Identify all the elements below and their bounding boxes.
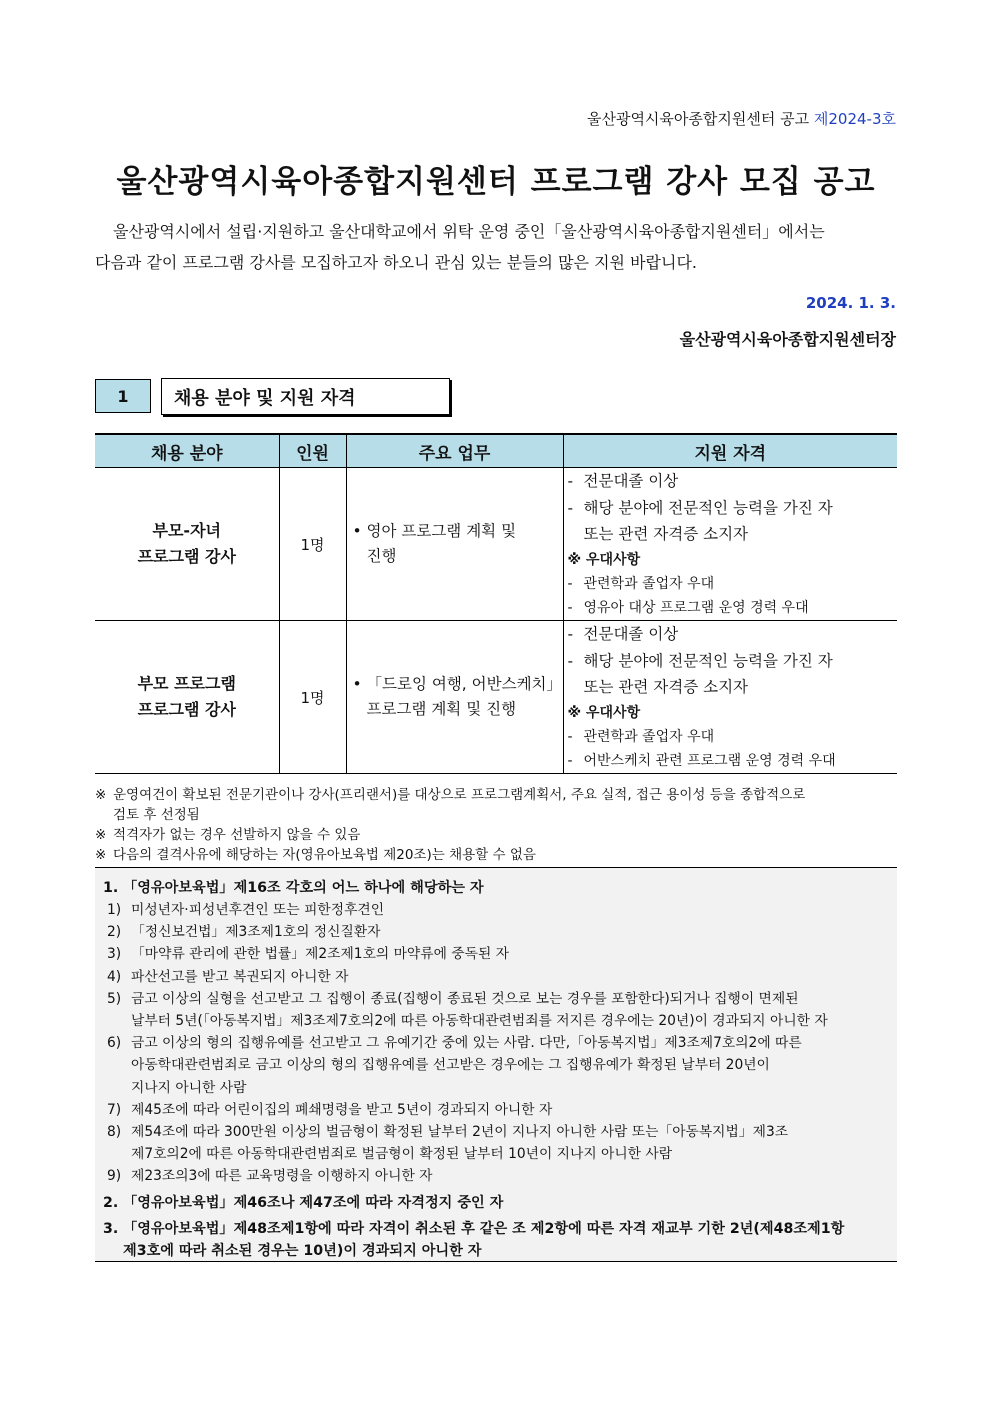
note-line: 다음의 결격사유에 해당하는 자(영유아보육법 제20조)는 채용할 수 없음 [113, 847, 536, 863]
notice-number [587, 108, 896, 129]
duty-cell [346, 468, 563, 621]
section-title: 채용 분야 및 지원 자격 [161, 378, 450, 415]
disqualification-item: 제45조에 따라 어린이집의 폐쇄명령을 받고 5년이 경과되지 아니한 자 [131, 1101, 553, 1118]
qualification-item: 전문대졸 이상 [583, 625, 679, 644]
intro-line-1: 울산광역시에서 설립·지원하고 울산대학교에서 위탁 운영 중인「울산광역시육아종합지원센터」에서는 [113, 222, 825, 241]
bullet-icon: • [352, 522, 362, 540]
qualification-item: 해당 분야에 전문적인 능력을 가진 자 [583, 651, 833, 670]
qualification-cell: - 전문대졸 이상 - 해당 분야에 전문적인 능력을 가진 자 또는 관련 자격증 소지자 ※ 우대사항 - 관련학과 졸업자 우대 - 어반스케치 관련 프로그램 운영 경력 우대 [563, 621, 897, 774]
disqualification-heading: 「영유아보육법」제16조 각호의 어느 하나에 해당하는 자 [123, 880, 484, 896]
notes [95, 785, 897, 865]
intro-paragraph [95, 216, 897, 278]
header-qualifications: 지원 자격 [563, 434, 897, 468]
disqualification-item: 아동학대관련범죄로 금고 이상의 형의 집행유예를 선고받은 경우에는 그 집행유예가 확정된 날부터 20년이 [131, 1057, 770, 1074]
preference-title: 우대사항 [586, 551, 641, 568]
disqualification-heading: 「영유아보육법」제48조제1항에 따라 자격이 취소된 후 같은 조 제2항에 따른 자격 재교부 기한 2년(제48조제1항 [123, 1220, 845, 1237]
field-cell [95, 621, 279, 774]
disqualification-item: 제7호의2에 따른 아동학대관련범죄로 벌금형이 확정된 날부터 10년이 지나지 아니한 사람 [131, 1146, 673, 1163]
qualification-item: 또는 관련 자격증 소지자 [583, 525, 749, 544]
publish-date: 2024. 1. 3. [805, 294, 896, 312]
disqualification-box: 1. 「영유아보육법」제16조 각호의 어느 하나에 해당하는 자 1) 미성년자·피성년후견인 또는 피한정후견인 2) 「정신보건법」제3조제1호의 정신질환자 3) 「마약류 관리에 관한 법률」제2조제1호의 마약류에 중독된 자 4) 파산선고를 받고 복권되지 아니한 자 5) 금고 이상의 실형을 선고받고 그 집행이 종료(집행이 종료된 것으로 보는 경우를 포함한다)되거나 집행이 면제된 날부터 5년(「아동복지법」제3조제7호의2에 따른 아동학대관련범죄를 저지른 경우에는 20년)이 경과되지 아니한 자 6) 금고 이상의 형의 집행유예를 선고받고 그 유예기간 중에 있는 사람. 다만,「아동복지법」제3조제7호의2에 따른 아동학대관련범죄로 금고 이상의 형의 집행유예를 선고받은 경우에는 그 집행유예가 확정된 날부터 20년이 지나지 아니한 사람 7) 제45조에 따라 어린이집의 폐쇄명령을 받고 5년이 경과되지 아니한 자 8) 제54조에 따라 300만원 이상의 벌금형이 확정된 날부터 2년이 지나지 아니한 사람 또는「아동복지법」제3조 제7호의2에 따른 아동학대관련범죄로 벌금형이 확정된 날부터 10년이 지나지 아니한 사람 9) 제23조의3에 따른 교육명령을 이행하지 아니한 자 2. 「영유아보육법」제46조나 제47조에 따라 자격정지 중인 자 3. 「영유아보육법」제48조제1항에 따라 자격이 취소된 후 같은 조 제2항에 따른 자격 재교부 기한 2년(제48조제1항 제3호에 따라 취소된 경우는 10년)이 경과되지 아니한 자 [95, 867, 897, 1262]
table-header-row [95, 434, 897, 468]
note-line: 검토 후 선정됨 [113, 807, 200, 823]
duty-line: 「드로잉 여행, 어반스케치」 [366, 675, 563, 693]
disqualification-item: 금고 이상의 형의 집행유예를 선고받고 그 유예기간 중에 있는 사람. 다만,「아동복지법」제3조제7호의2에 따른 [131, 1035, 802, 1052]
count-cell: 1명 [279, 621, 346, 774]
header-count: 인원 [279, 434, 346, 468]
field-line: 프로그램 강사 [137, 700, 236, 719]
table-row [95, 621, 897, 774]
reference-mark-icon: ※ [567, 551, 582, 568]
reference-mark-icon: ※ [95, 787, 107, 803]
disqualification-heading: 「영유아보육법」제46조나 제47조에 따라 자격정지 중인 자 [123, 1194, 504, 1211]
qualification-cell: - 전문대졸 이상 - 해당 분야에 전문적인 능력을 가진 자 또는 관련 자격증 소지자 ※ 우대사항 - 관련학과 졸업자 우대 - 영유아 대상 프로그램 운영 경력 우대 [563, 468, 897, 621]
preference-item: 관련학과 졸업자 우대 [583, 728, 715, 745]
issuer: 울산광역시육아종합지원센터장 [679, 330, 896, 349]
disqualification-item: 제54조에 따라 300만원 이상의 벌금형이 확정된 날부터 2년이 지나지 아니한 사람 또는「아동복지법」제3조 [131, 1124, 789, 1141]
disqualification-item: 금고 이상의 실형을 선고받고 그 집행이 종료(집행이 종료된 것으로 보는 경우를 포함한다)되거나 집행이 면제된 [131, 990, 799, 1007]
duty-line: 영아 프로그램 계획 및 [366, 522, 517, 540]
disqualification-item: 「정신보건법」제3조제1호의 정신질환자 [131, 924, 381, 941]
preference-title: 우대사항 [586, 704, 641, 721]
disqualification-item: 파산선고를 받고 복권되지 아니한 자 [131, 968, 349, 985]
duty-cell [346, 621, 563, 774]
preference-item: 영유아 대상 프로그램 운영 경력 우대 [583, 599, 809, 616]
duty-line: 진행 [366, 547, 397, 565]
notice-number-value: 제2024-3호 [813, 110, 896, 128]
table-row [95, 468, 897, 621]
bullet-icon: • [352, 675, 362, 693]
field-line: 부모 프로그램 [137, 674, 236, 693]
note-line: 적격자가 없는 경우 선발하지 않을 수 있음 [113, 827, 361, 843]
note-line: 운영여건이 확보된 전문기관이나 강사(프리랜서)를 대상으로 프로그램계획서, 주요 실적, 접근 용이성 등을 종합적으로 [113, 787, 806, 803]
header-field: 채용 분야 [95, 434, 279, 468]
field-cell [95, 468, 279, 621]
disqualification-item: 제23조의3에 따른 교육명령을 이행하지 아니한 자 [131, 1168, 433, 1185]
recruitment-table [95, 433, 897, 774]
count-cell: 1명 [279, 468, 346, 621]
disqualification-item: 지나지 아니한 사람 [131, 1079, 247, 1096]
reference-mark-icon: ※ [567, 704, 582, 721]
intro-line-2: 다음과 같이 프로그램 강사를 모집하고자 하오니 관심 있는 분들의 많은 지원 바랍니다. [95, 253, 697, 272]
qualification-item: 해당 분야에 전문적인 능력을 가진 자 [583, 498, 833, 517]
qualification-item: 전문대졸 이상 [583, 472, 679, 491]
disqualification-item: 날부터 5년(「아동복지법」제3조제7호의2에 따른 아동학대관련범죄를 저지른 경우에는 20년)이 경과되지 아니한 자 [131, 1013, 828, 1030]
field-line: 부모-자녀 [152, 521, 221, 540]
field-line: 프로그램 강사 [137, 547, 236, 566]
preference-item: 어반스케치 관련 프로그램 운영 경력 우대 [583, 752, 836, 769]
qualification-item: 또는 관련 자격증 소지자 [583, 678, 749, 697]
preference-item: 관련학과 졸업자 우대 [583, 575, 715, 592]
reference-mark-icon: ※ [95, 827, 107, 843]
reference-mark-icon: ※ [95, 847, 107, 863]
page-title: 울산광역시육아종합지원센터 프로그램 강사 모집 공고 [116, 164, 876, 200]
notice-prefix: 울산광역시육아종합지원센터 공고 [586, 110, 810, 128]
disqualification-heading: 제3호에 따라 취소된 경우는 10년)이 경과되지 아니한 자 [123, 1242, 482, 1259]
disqualification-item: 「마약류 관리에 관한 법률」제2조제1호의 마약류에 중독된 자 [131, 946, 510, 963]
disqualification-item: 미성년자·피성년후견인 또는 피한정후견인 [131, 902, 385, 918]
header-duties: 주요 업무 [346, 434, 563, 468]
section-number: 1 [95, 379, 151, 413]
duty-line: 프로그램 계획 및 진행 [366, 700, 517, 718]
